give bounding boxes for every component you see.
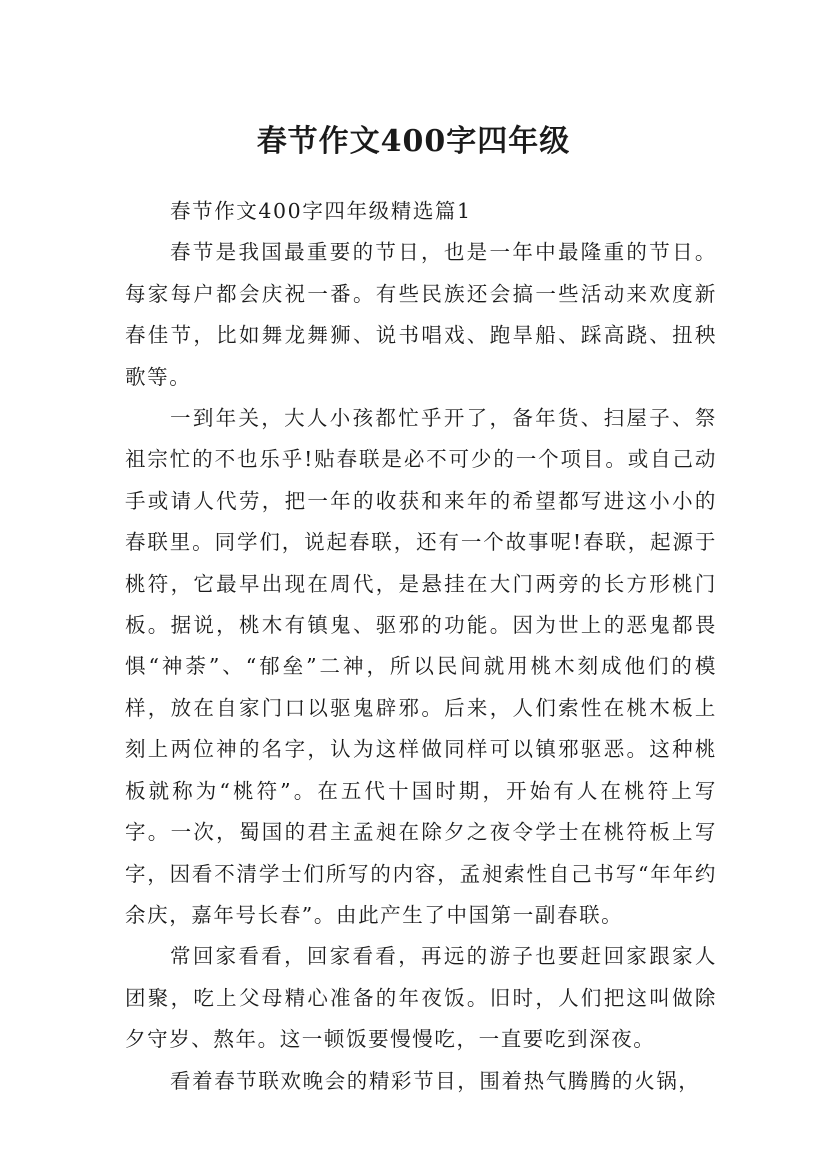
paragraph-4: 看着春节联欢晚会的精彩节目，围着热气腾腾的火锅， <box>170 1068 701 1093</box>
paragraph-1: 春节是我国最重要的节日，也是一年中最隆重的节日。每家每户都会庆祝一番。有些民族还会搞一些活动来欢度新春佳节，比如舞龙舞狮、说书唱戏、跑旱船、踩高跷、扭秧歌等。 <box>125 240 717 389</box>
paragraph-2: 一到年关，大人小孩都忙乎开了，备年货、扫屋子、祭祖宗忙的不也乐乎!贴春联是必不可少的一个项目。或自己动手或请人代劳，把一年的收获和来年的希望都写进这小小的春联里。同学们，说起春联，还有一个故事呢!春联，起源于桃符，它最早出现在周代，是悬挂在大门两旁的长方形桃门板。据说，桃木有镇鬼、驱邪的功能。因为世上的恶鬼都畏惧“神荼”、“郁垒”二神，所以民间就用桃木刻成他们的模样，放在自家门口以驱鬼辟邪。后来，人们索性在桃木板上刻上两位神的名字，认为这样做同样可以镇邪驱恶。这种桃板就称为“桃符”。在五代十国时期，开始有人在桃符上写字。一次，蜀国的君主孟昶在除夕之夜令学士在桃符板上写字，因看不清学士们所写的内容，孟昶索性自己书写“年年约余庆，嘉年号长春”。由此产生了中国第一副春联。 <box>125 406 717 927</box>
page-title: 春节作文400字四年级 <box>256 124 571 160</box>
paragraph-3: 常回家看看，回家看看，再远的游子也要赶回家跟家人团聚，吃上父母精心准备的年夜饭。旧时，人们把这叫做除夕守岁、熬年。这一顿饭要慢慢吃，一直要吃到深夜。 <box>125 944 717 1052</box>
section-heading: 春节作文400字四年级精选篇1 <box>170 199 472 223</box>
document-body <box>125 191 717 1102</box>
